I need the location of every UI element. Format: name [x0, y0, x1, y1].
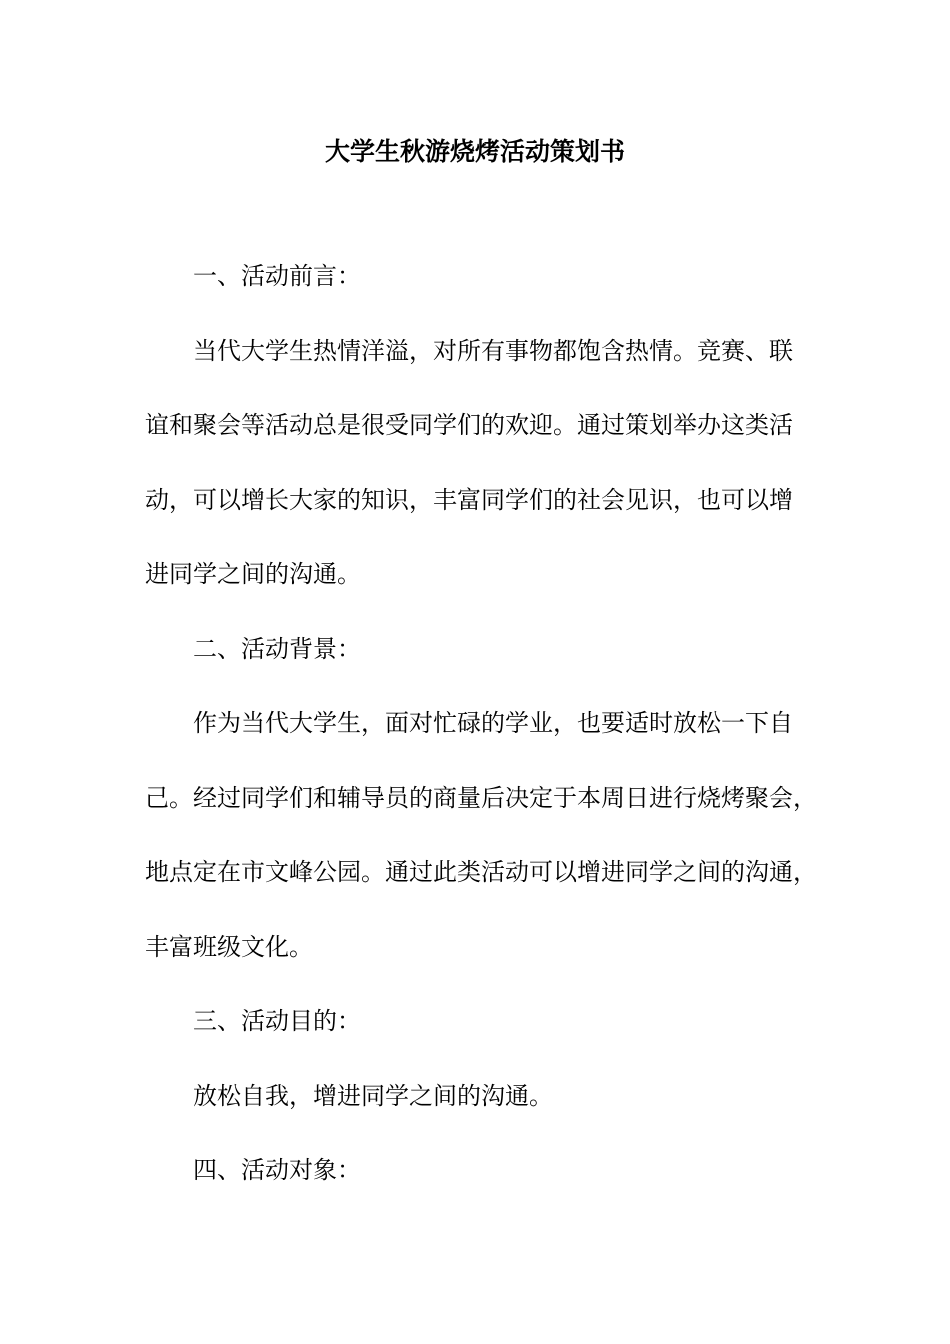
paragraph-line: 当代大学生热情洋溢，对所有事物都饱含热情。竞赛、联 — [193, 337, 793, 365]
paragraph-line: 作为当代大学生，面对忙碌的学业，也要适时放松一下自 — [193, 709, 793, 737]
section-heading-1: 一、活动前言： — [193, 262, 361, 290]
paragraph-line: 地点定在市文峰公园。通过此类活动可以增进同学之间的沟通， — [145, 858, 817, 886]
paragraph-line: 进同学之间的沟通。 — [145, 560, 361, 588]
paragraph-line: 己。经过同学们和辅导员的商量后决定于本周日进行烧烤聚会， — [145, 784, 817, 812]
section-heading-2: 二、活动背景： — [193, 635, 361, 663]
paragraph-line: 丰富班级文化。 — [145, 933, 313, 961]
section-heading-3: 三、活动目的： — [193, 1007, 361, 1035]
paragraph-line: 放松自我，增进同学之间的沟通。 — [193, 1082, 553, 1110]
section-heading-4: 四、活动对象： — [193, 1156, 361, 1184]
paragraph-line: 谊和聚会等活动总是很受同学们的欢迎。通过策划举办这类活 — [145, 411, 793, 439]
document-title: 大学生秋游烧烤活动策划书 — [324, 137, 625, 166]
paragraph-line: 动，可以增长大家的知识，丰富同学们的社会见识，也可以增 — [145, 486, 793, 514]
